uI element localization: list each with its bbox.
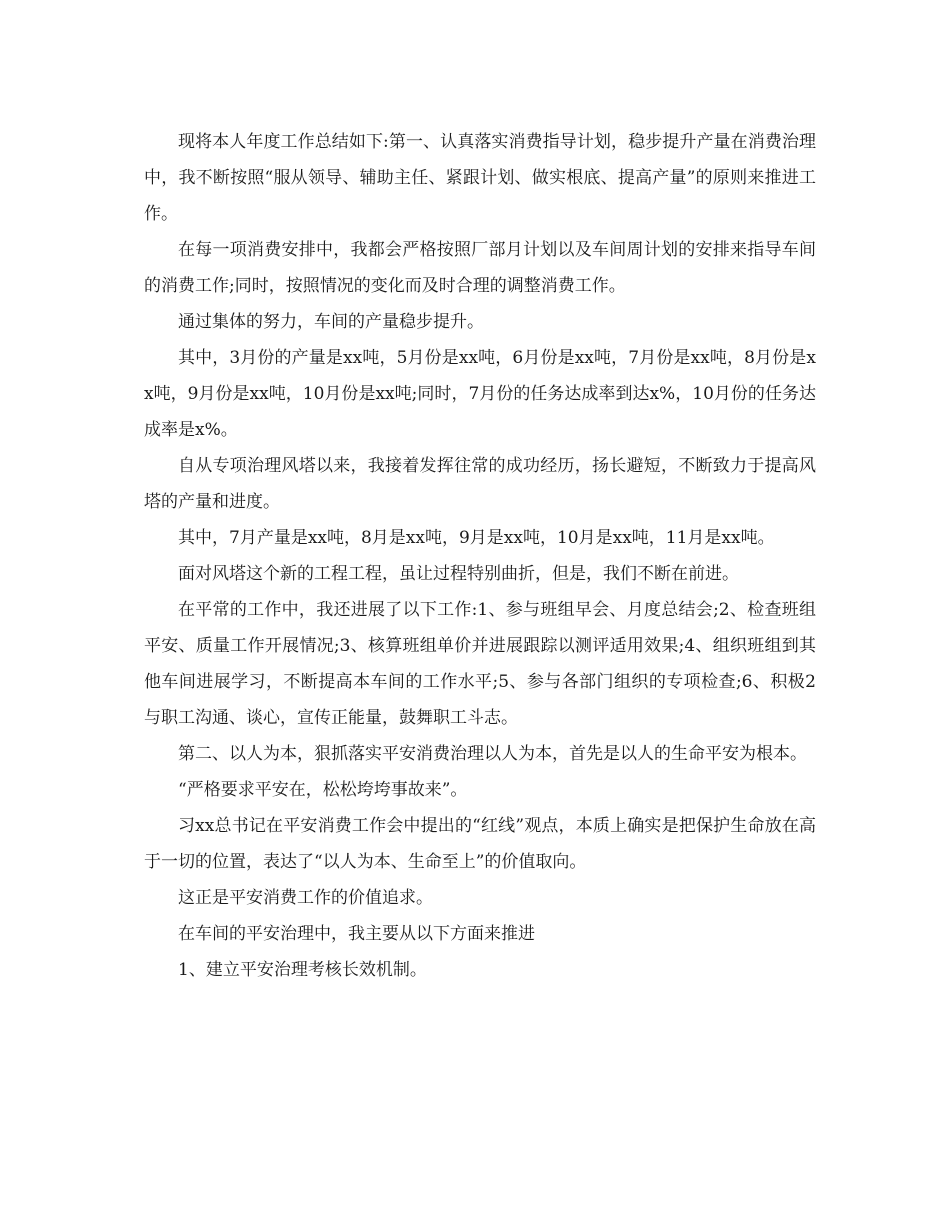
paragraph-5: 自从专项治理风塔以来，我接着发挥往常的成功经历，扬长避短，不断致力于提高风塔的产量和进度。: [144, 456, 816, 512]
paragraph-3: 通过集体的努力，车间的产量稳步提升。: [178, 312, 484, 332]
paragraph-14: 1、建立平安治理考核长效机制。: [178, 960, 427, 980]
paragraph-8: 在平常的工作中，我还进展了以下工作:1、参与班组早会、月度总结会;2、检查班组平安、质量工作开展情况;3、核算班组单价并进展跟踪以测评适用效果;4、组织班组到其他车间进展学习，不断提高本车间的工作水平;5、参与各部门组织的专项检查;6、积极2与职工沟通、谈心，宣传正能量，鼓舞职工斗志。: [144, 600, 816, 728]
paragraph-4: 其中，3月份的产量是xx吨，5月份是xx吨，6月份是xx吨，7月份是xx吨，8月份是xx吨，9月份是xx吨，10月份是xx吨;同时，7月份的任务达成率到达x%，10月份的任务达成率是x%。: [144, 348, 816, 440]
paragraph-9: 第二、以人为本，狠抓落实平安消费治理以人为本，首先是以人的生命平安为根本。: [178, 744, 807, 764]
paragraph-10: “严格要求平安在，松松垮垮事故来”。: [178, 780, 468, 800]
paragraph-11: 习xx总书记在平安消费工作会中提出的“红线”观点，本质上确实是把保护生命放在高于一切的位置，表达了“以人为本、生命至上”的价值取向。: [144, 816, 816, 872]
document-body: [144, 124, 816, 988]
paragraph-7: 面对风塔这个新的工程工程，虽让过程特别曲折，但是，我们不断在前进。: [178, 564, 739, 584]
paragraph-12: 这正是平安消费工作的价值追求。: [178, 888, 433, 908]
paragraph-13: 在车间的平安治理中，我主要从以下方面来推进: [178, 924, 535, 944]
paragraph-2: 在每一项消费安排中，我都会严格按照厂部月计划以及车间周计划的安排来指导车间的消费工作;同时，按照情况的变化而及时合理的调整消费工作。: [144, 240, 816, 296]
paragraph-1: 现将本人年度工作总结如下:第一、认真落实消费指导计划，稳步提升产量在消费治理中，我不断按照“服从领导、辅助主任、紧跟计划、做实根底、提高产量”的原则来推进工作。: [144, 132, 816, 224]
paragraph-6: 其中，7月产量是xx吨，8月是xx吨，9月是xx吨，10月是xx吨，11月是xx吨。: [178, 528, 775, 548]
